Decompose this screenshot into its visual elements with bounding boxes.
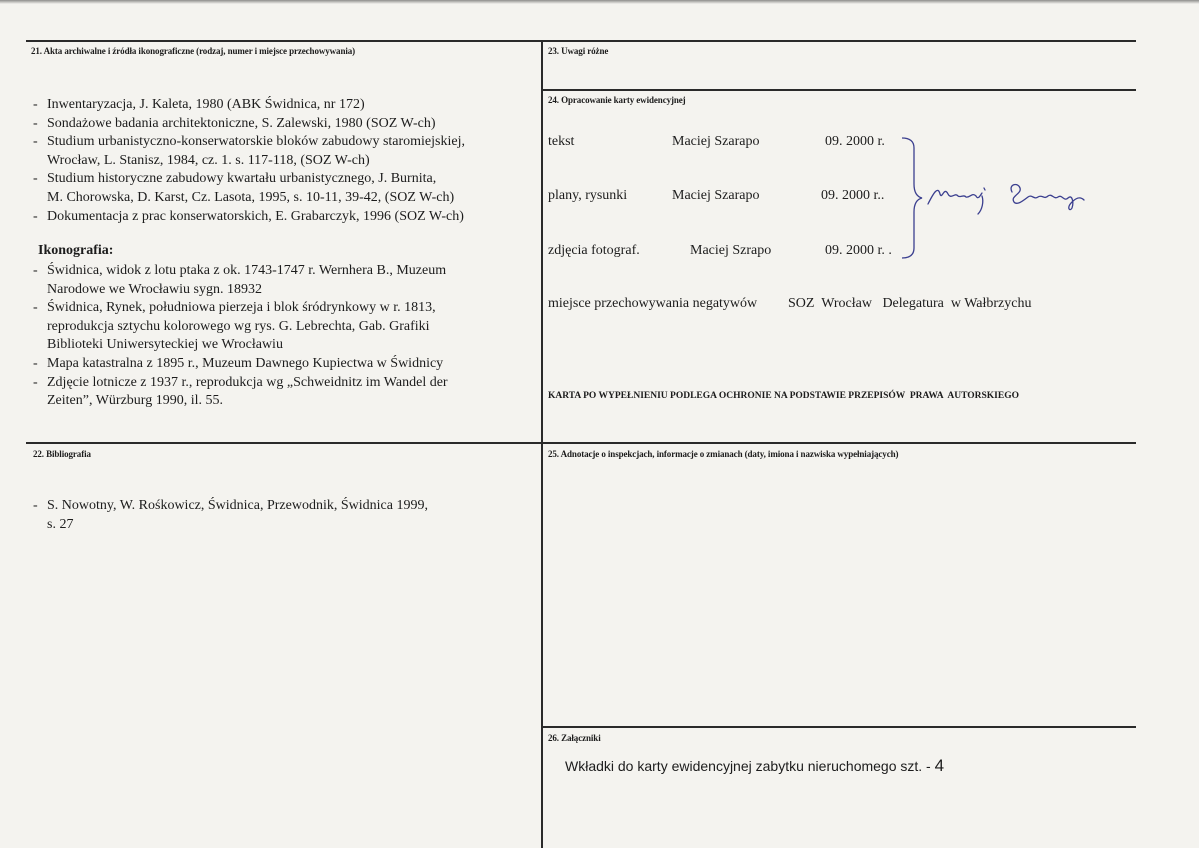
middle-rule <box>26 442 1136 444</box>
bullet-dash-icon: - <box>33 498 38 513</box>
bibliography-list <box>33 497 533 534</box>
row-text-label: tekst <box>548 134 575 149</box>
rule-23-24 <box>541 89 1136 91</box>
copyright-notice: KARTA PO WYPEŁNIENIU PODLEGA OCHRONIE NA PODSTAWIE PRZEPISÓW PRAWA AUTORSKIEGO <box>548 391 1019 401</box>
row-text-date: 09. 2000 r. <box>825 134 885 149</box>
row-plans-date: 09. 2000 r.. <box>821 188 885 203</box>
archive-source-line: Inwentaryzacja, J. Kaleta, 1980 (ABK Świdnica, nr 172) <box>47 97 365 112</box>
row-photos-name: Maciej Szrapo <box>690 243 772 258</box>
attachments-label: Wkładki do karty ewidencyjnej zabytku nieruchomego szt. - <box>565 758 931 774</box>
bullet-dash-icon: - <box>33 134 38 150</box>
archive-source-line: Studium urbanistyczno-konserwatorskie bloków zabudowy staromiejskiej, <box>47 134 465 150</box>
archive-source-item <box>33 115 533 134</box>
bullet-dash-icon: - <box>33 263 38 278</box>
bullet-dash-icon: - <box>33 300 38 316</box>
iconography-line: Biblioteki Uniwersyteckiej we Wrocławiu <box>47 337 283 353</box>
iconography-item <box>33 299 538 355</box>
archive-source-item <box>33 208 533 227</box>
bullet-dash-icon: - <box>33 374 38 390</box>
negatives-location-label: miejsce przechowywania negatywów <box>548 296 758 311</box>
bullet-dash-icon: - <box>33 208 38 224</box>
row-text-name: Maciej Szarapo <box>672 134 760 149</box>
bullet-dash-icon: - <box>33 355 38 371</box>
iconography-line: Świdnica, widok z lotu ptaka z ok. 1743-1747 r. Wernhera B., Muzeum <box>47 263 447 278</box>
row-plans-label: plany, rysunki <box>548 188 628 203</box>
iconography-line: Świdnica, Rynek, południowa pierzeja i blok śródrynkowy w r. 1813, <box>47 300 436 316</box>
archive-source-item <box>33 133 533 170</box>
iconography-line: Mapa katastralna z 1895 r., Muzeum Dawnego Kupiectwa w Świdnicy <box>47 355 444 371</box>
bibliography-item <box>33 497 533 534</box>
iconography-item <box>33 355 538 374</box>
top-rule <box>26 40 1136 42</box>
iconography-list <box>33 262 538 411</box>
archive-source-line: Wrocław, L. Stanisz, 1984, cz. 1. s. 117-118, (SOZ W-ch) <box>47 152 370 168</box>
section-21-header: 21. Akta archiwalne i źródła ikonograficzne (rodzaj, numer i miejsce przechowywania) <box>31 46 356 56</box>
archive-source-item <box>33 170 533 207</box>
archive-source-line: Sondażowe badania architektoniczne, S. Zalewski, 1980 (SOZ W-ch) <box>47 115 436 131</box>
section-26-header: 26. Załączniki <box>548 733 601 743</box>
archive-sources-list <box>33 96 533 226</box>
bibliography-line: S. Nowotny, W. Rośkowicz, Świdnica, Przewodnik, Świdnica 1999, <box>47 498 428 513</box>
section-24-header: 24. Opracowanie karty ewidencyjnej <box>548 95 686 105</box>
bibliography-line: s. 27 <box>47 516 74 532</box>
iconography-line: Narodowe we Wrocławiu sygn. 18932 <box>47 281 262 297</box>
row-photos-date: 09. 2000 r. . <box>825 243 892 258</box>
signature-image <box>922 178 1097 218</box>
section-23-header: 23. Uwagi różne <box>548 46 609 56</box>
iconography-heading: Ikonografia: <box>38 243 114 258</box>
iconography-line: Zeiten”, Würzburg 1990, il. 55. <box>47 393 223 409</box>
bullet-dash-icon: - <box>33 115 38 131</box>
iconography-item <box>33 374 538 411</box>
rule-25-26 <box>541 726 1136 728</box>
attachments-count: 4 <box>934 756 945 775</box>
row-plans-name: Maciej Szarapo <box>672 188 760 203</box>
scan-edge <box>0 0 1199 4</box>
archive-source-line: Dokumentacja z prac konserwatorskich, E. Grabarczyk, 1996 (SOZ W-ch) <box>47 208 464 224</box>
bullet-dash-icon: - <box>33 97 38 112</box>
archive-source-item <box>33 96 533 115</box>
section-22-header: 22. Bibliografia <box>33 449 91 459</box>
archive-source-line: M. Chorowska, D. Karst, Cz. Lasota, 1995, s. 10-11, 39-42, (SOZ W-ch) <box>47 189 455 205</box>
iconography-line: Zdjęcie lotnicze z 1937 r., reprodukcja wg „Schweidnitz im Wandel der <box>47 374 448 390</box>
section-25-header: 25. Adnotacje o inspekcjach, informacje o zmianach (daty, imiona i nazwiska wypełniających) <box>548 449 899 459</box>
row-photos-label: zdjęcia fotograf. <box>548 243 640 258</box>
bullet-dash-icon: - <box>33 171 38 187</box>
attachments-text <box>565 756 944 776</box>
negatives-location-value: SOZ Wrocław Delegatura w Wałbrzychu <box>788 296 1032 311</box>
archive-source-line: Studium historyczne zabudowy kwartału urbanistycznego, J. Burnita, <box>47 171 437 187</box>
iconography-item <box>33 262 538 299</box>
iconography-line: reprodukcja sztychu kolorowego wg rys. G. Lebrechta, Gab. Grafiki <box>47 318 430 334</box>
